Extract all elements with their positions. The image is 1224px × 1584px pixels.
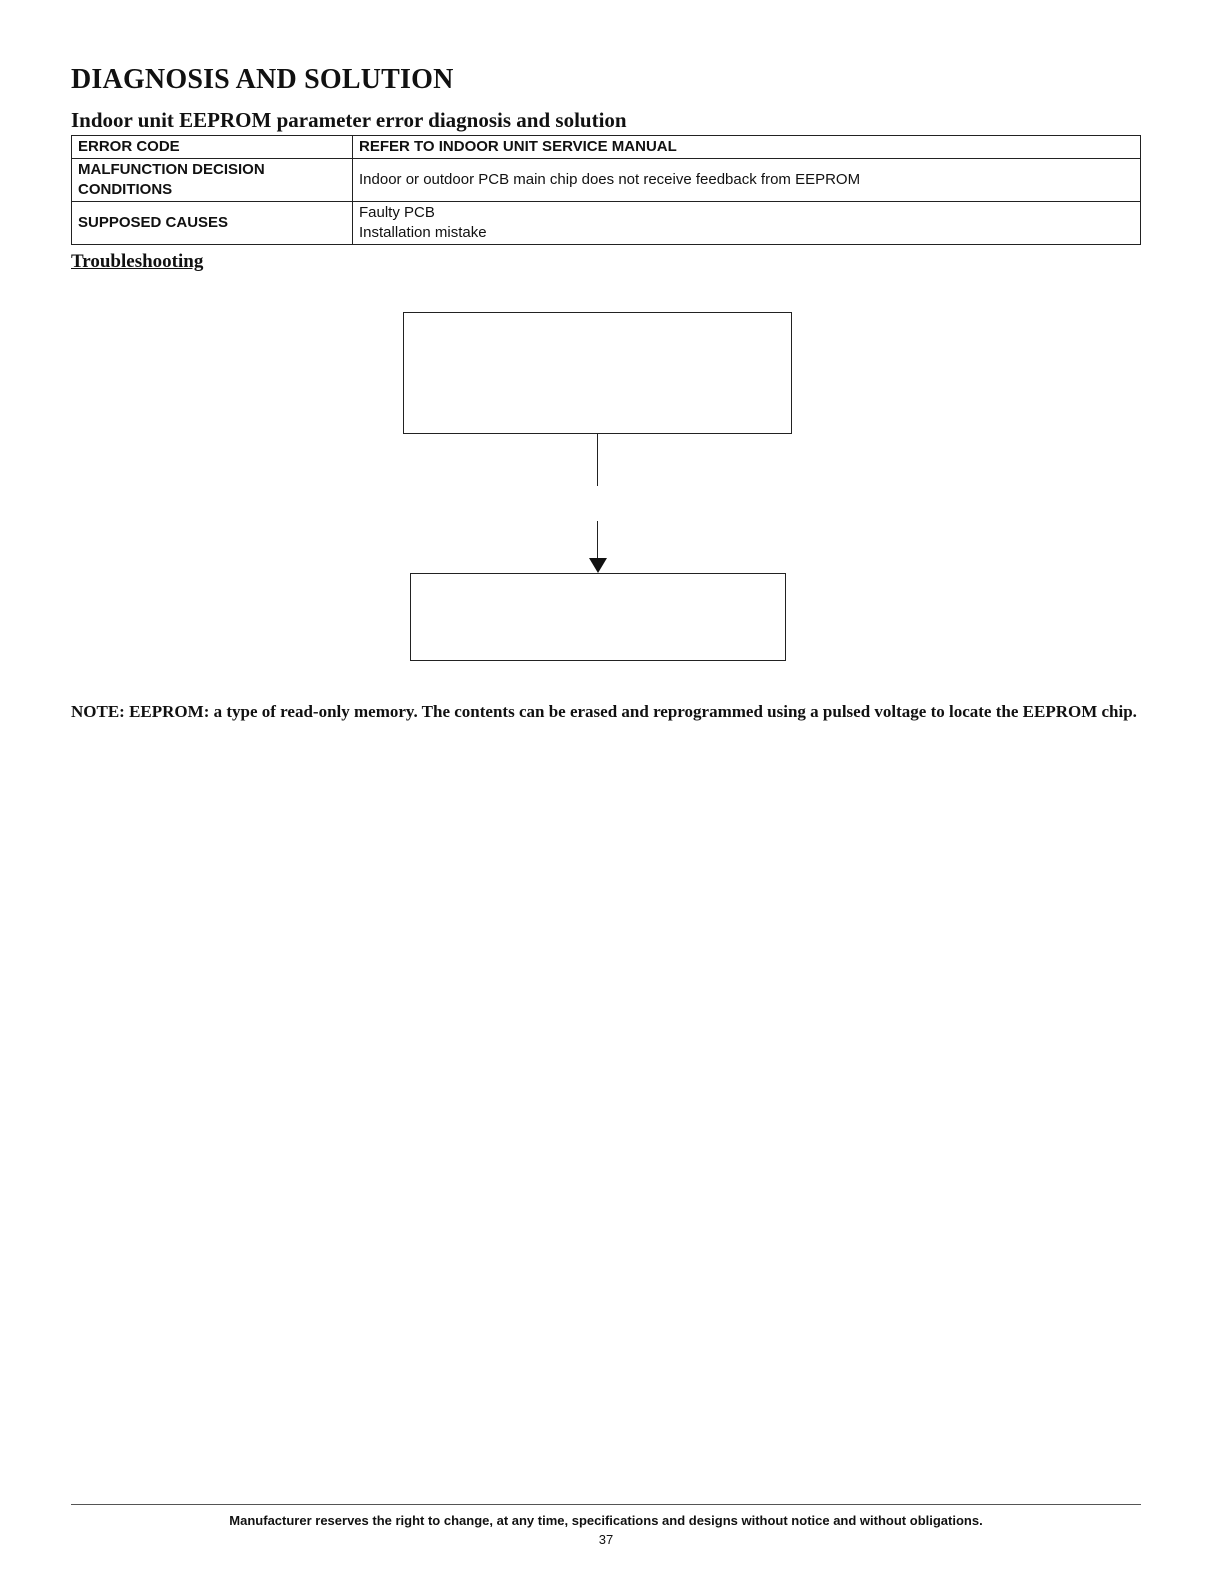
cause-item: Installation mistake: [359, 224, 487, 241]
table-row: [72, 136, 1141, 159]
malfunction-condition-label: MALFUNCTION DECISION CONDITIONS: [72, 159, 353, 202]
error-code-label: ERROR CODE: [72, 136, 353, 159]
page-heading: DIAGNOSIS AND SOLUTION: [71, 64, 454, 95]
flowchart-connector-line: [597, 434, 598, 486]
supposed-causes-label: SUPPOSED CAUSES: [72, 202, 353, 245]
error-code-value: REFER TO INDOOR UNIT SERVICE MANUAL: [353, 136, 1141, 159]
table-row: [72, 159, 1141, 202]
table-row: [72, 202, 1141, 245]
arrow-down-icon: [589, 558, 607, 573]
flowchart-connector-line: [597, 521, 598, 559]
error-info-table: [71, 135, 1141, 245]
section-title: Indoor unit EEPROM parameter error diagnosis and solution: [71, 108, 627, 132]
supposed-causes-value: [353, 202, 1141, 245]
flowchart-start-box: [403, 312, 792, 434]
page-number: 37: [598, 1532, 614, 1547]
malfunction-condition-value: Indoor or outdoor PCB main chip does not receive feedback from EEPROM: [353, 159, 1141, 202]
cause-item: Faulty PCB: [359, 204, 435, 221]
eeprom-note: NOTE: EEPROM: a type of read-only memory. The contents can be erased and reprogrammed using a pulsed voltage to locate the EEPROM chip.: [71, 702, 1137, 721]
footer-divider: [71, 1504, 1141, 1505]
flowchart-result-box: [410, 573, 786, 661]
footer-disclaimer: Manufacturer reserves the right to change, at any time, specifications and designs without notice and without obligations.: [229, 1513, 983, 1528]
troubleshooting-heading: Troubleshooting: [71, 251, 204, 272]
